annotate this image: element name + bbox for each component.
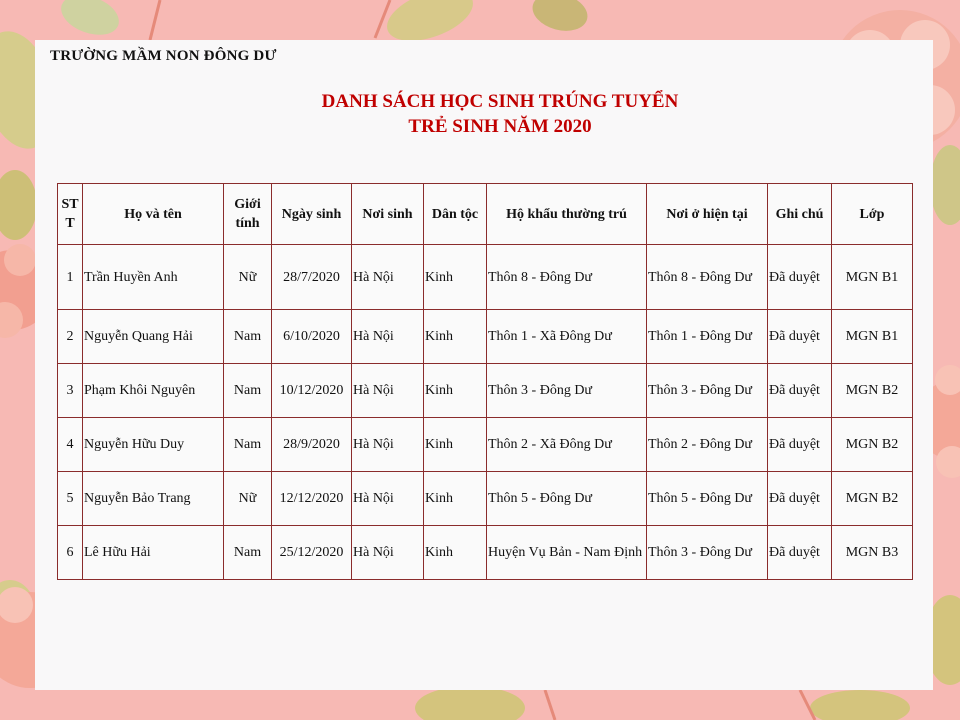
cell-dob: 6/10/2020 [272, 310, 352, 364]
cell-stt: 6 [58, 526, 83, 580]
cell-gender: Nữ [224, 472, 272, 526]
cell-permanent-address: Thôn 1 - Xã Đông Dư [487, 310, 647, 364]
table-row [58, 245, 913, 310]
table-row [58, 364, 913, 418]
cell-ethnicity: Kinh [424, 418, 487, 472]
header-gender: Giới tính [224, 184, 272, 245]
cell-current-address: Thôn 8 - Đông Dư [647, 245, 768, 310]
cell-current-address: Thôn 3 - Đông Dư [647, 526, 768, 580]
header-permanent-address: Hộ khẩu thường trú [487, 184, 647, 245]
cell-permanent-address: Thôn 3 - Đông Dư [487, 364, 647, 418]
cell-class: MGN B1 [832, 310, 913, 364]
header-birthplace: Nơi sinh [352, 184, 424, 245]
cell-permanent-address: Thôn 5 - Đông Dư [487, 472, 647, 526]
cell-ethnicity: Kinh [424, 526, 487, 580]
cell-birthplace: Hà Nội [352, 364, 424, 418]
cell-stt: 2 [58, 310, 83, 364]
cell-gender: Nam [224, 364, 272, 418]
table-row [58, 310, 913, 364]
cell-current-address: Thôn 1 - Đông Dư [647, 310, 768, 364]
cell-permanent-address: Thôn 8 - Đông Dư [487, 245, 647, 310]
cell-gender: Nữ [224, 245, 272, 310]
cell-current-address: Thôn 3 - Đông Dư [647, 364, 768, 418]
cell-birthplace: Hà Nội [352, 310, 424, 364]
cell-class: MGN B2 [832, 418, 913, 472]
table-row [58, 526, 913, 580]
header-ethnicity: Dân tộc [424, 184, 487, 245]
cell-permanent-address: Thôn 2 - Xã Đông Dư [487, 418, 647, 472]
cell-name: Nguyễn Bảo Trang [83, 472, 224, 526]
header-note: Ghi chú [768, 184, 832, 245]
cell-birthplace: Hà Nội [352, 418, 424, 472]
cell-note: Đã duyệt [768, 472, 832, 526]
header-current-address: Nơi ở hiện tại [647, 184, 768, 245]
cell-current-address: Thôn 2 - Đông Dư [647, 418, 768, 472]
cell-class: MGN B2 [832, 472, 913, 526]
cell-note: Đã duyệt [768, 364, 832, 418]
cell-class: MGN B1 [832, 245, 913, 310]
cell-birthplace: Hà Nội [352, 245, 424, 310]
cell-ethnicity: Kinh [424, 472, 487, 526]
cell-name: Nguyễn Hữu Duy [83, 418, 224, 472]
header-name: Họ và tên [83, 184, 224, 245]
cell-stt: 5 [58, 472, 83, 526]
cell-stt: 4 [58, 418, 83, 472]
cell-current-address: Thôn 5 - Đông Dư [647, 472, 768, 526]
header-stt: ST T [58, 184, 83, 245]
table-header-row [58, 184, 913, 245]
header-class: Lớp [832, 184, 913, 245]
page-title: DANH SÁCH HỌC SINH TRÚNG TUYỂN [321, 91, 679, 112]
cell-class: MGN B2 [832, 364, 913, 418]
cell-note: Đã duyệt [768, 310, 832, 364]
cell-name: Trần Huyền Anh [83, 245, 224, 310]
cell-name: Lê Hữu Hải [83, 526, 224, 580]
cell-name: Phạm Khôi Nguyên [83, 364, 224, 418]
cell-gender: Nam [224, 310, 272, 364]
cell-gender: Nam [224, 526, 272, 580]
header-dob: Ngày sinh [272, 184, 352, 245]
cell-dob: 10/12/2020 [272, 364, 352, 418]
cell-birthplace: Hà Nội [352, 472, 424, 526]
cell-note: Đã duyệt [768, 245, 832, 310]
cell-dob: 28/9/2020 [272, 418, 352, 472]
cell-permanent-address: Huyện Vụ Bản - Nam Định [487, 526, 647, 580]
cell-name: Nguyễn Quang Hải [83, 310, 224, 364]
cell-gender: Nam [224, 418, 272, 472]
page-subtitle: TRẺ SINH NĂM 2020 [408, 116, 592, 137]
table-row [58, 472, 913, 526]
student-table [57, 183, 913, 580]
school-name: TRƯỜNG MẦM NON ĐÔNG DƯ [50, 48, 277, 64]
cell-dob: 12/12/2020 [272, 472, 352, 526]
cell-dob: 25/12/2020 [272, 526, 352, 580]
cell-stt: 1 [58, 245, 83, 310]
cell-ethnicity: Kinh [424, 245, 487, 310]
table-row [58, 418, 913, 472]
cell-note: Đã duyệt [768, 526, 832, 580]
cell-stt: 3 [58, 364, 83, 418]
cell-ethnicity: Kinh [424, 364, 487, 418]
cell-birthplace: Hà Nội [352, 526, 424, 580]
cell-class: MGN B3 [832, 526, 913, 580]
cell-dob: 28/7/2020 [272, 245, 352, 310]
cell-ethnicity: Kinh [424, 310, 487, 364]
cell-note: Đã duyệt [768, 418, 832, 472]
